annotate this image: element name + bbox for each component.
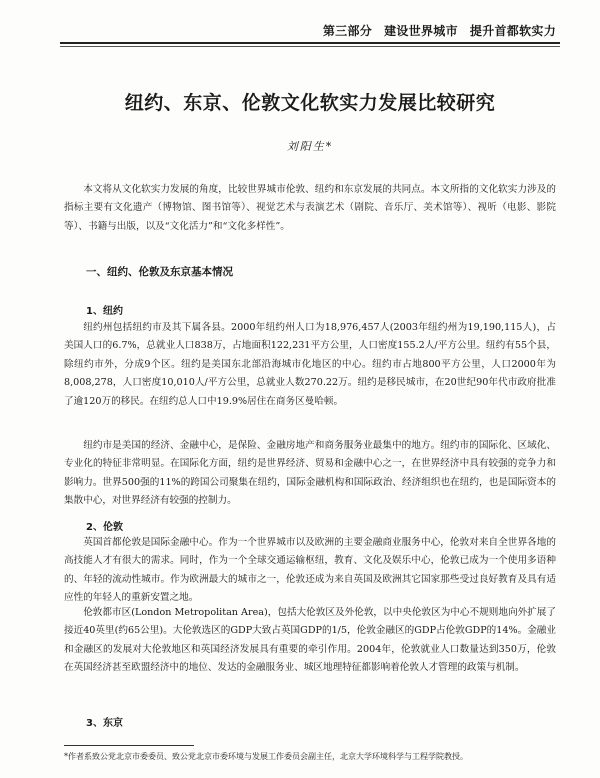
abstract-paragraph: 本文将从文化软实力发展的角度，比较世界城市伦敦、纽约和东京发展的共同点。本文所指的文化软实力涉及的指标主要有文化遗产（博物馆、图书馆等）、视觉艺术与表演艺术（剧院、音乐厅、美术馆等）、视听（电影、影院等）、书籍与出版，以及“文化活力”和“文化多样性”。 [64, 184, 556, 232]
header-rule-thin [60, 46, 560, 47]
article-title: 纽约、东京、伦敦文化软实力发展比较研究 [124, 92, 496, 114]
subheading-new-york: 1、纽约 [86, 306, 123, 317]
paragraph-new-york-1: 纽约州包括纽约市及其下属各县。2000年纽约州人口为18,976,457人(2003年纽约州为19,190,115人)，占美国人口的6.7%，总就业人口838万，占地面积122,231平方公里，人口密度155.2人/平方公里。纽约有55个县，除纽约市外，分成9个区。纽约是美国东北部沿海城市化地区的中心。纽约市占地800平方公里，人口2000年为8,008,278，人口密度10,010人/平方公里，总就业人数270.22万。纽约是移民城市，在20世纪90年代市政府批准了逾120万的移民。在纽约总人口中19.9%居住在商务区曼哈顿。 [64, 322, 556, 407]
header-rule-thick [60, 42, 560, 44]
subheading-tokyo: 3、东京 [86, 718, 123, 729]
header-part: 第三部分 [322, 24, 373, 38]
subheading-london: 2、伦敦 [86, 522, 123, 533]
paragraph-new-york-2: 纽约市是美国的经济、金融中心，是保险、金融房地产和商务服务业最集中的地方。纽约市的国际化、区域化、专业化的特征非常明显。在国际化方面，纽约是世界经济、贸易和金融中心之一，在世界经济中具有较强的竞争力和影响力。世界500强的11%的跨国公司聚集在纽约，国际金融机构和国际政治、经济组织也在纽约，也是国际资本的集散中心，对世界经济有较强的控制力。 [64, 440, 556, 507]
header-section: 建设世界城市 [384, 24, 458, 38]
footnote-rule [64, 745, 194, 746]
paragraph-london-1: 英国首都伦敦是国际金融中心。作为一个世界城市以及欧洲的主要金融商业服务中心，伦敦对来自全世界各地的高技能人才有很大的需求。同时，作为一个全球交通运输枢纽，教育、文化及娱乐中心，伦敦已成为一个使用多语种的、年轻的流动性城市。作为欧洲最大的城市之一，伦敦还成为来自英国及欧洲其它国家那些受过良好教育及具有适应性的年轻人的重新安置之地。 [64, 537, 556, 604]
header-topic: 提升首都软实力 [469, 24, 556, 38]
footnote: *作者系致公党北京市委委员、致公党北京市委环境与发展工作委员会副主任，北京大学环境科学与工程学院教授。 [64, 752, 468, 761]
paragraph-london-2: 伦敦都市区(London Metropolitan Area)，包括大伦敦区及外伦敦，以中央伦敦区为中心不规则地向外扩展了接近40英里(约65公里)。大伦敦选区的GDP大致占英国GDP的1/5，伦敦金融区的GDP占伦敦GDP的14%。金融业和金融区的发展对大伦敦地区和英国经济发展具有重要的牵引作用。2004年，伦敦就业人口数量达到350万，伦敦在英国经济甚至欧盟经济中的地位、发达的金融服务业、城区地理特征都影响着伦敦人才管理的政策与机制。 [64, 607, 556, 674]
section-heading-1: 一、纽约、伦敦及东京基本情况 [86, 266, 233, 278]
running-header [300, 22, 556, 39]
article-author: 刘阳生* [286, 140, 334, 153]
